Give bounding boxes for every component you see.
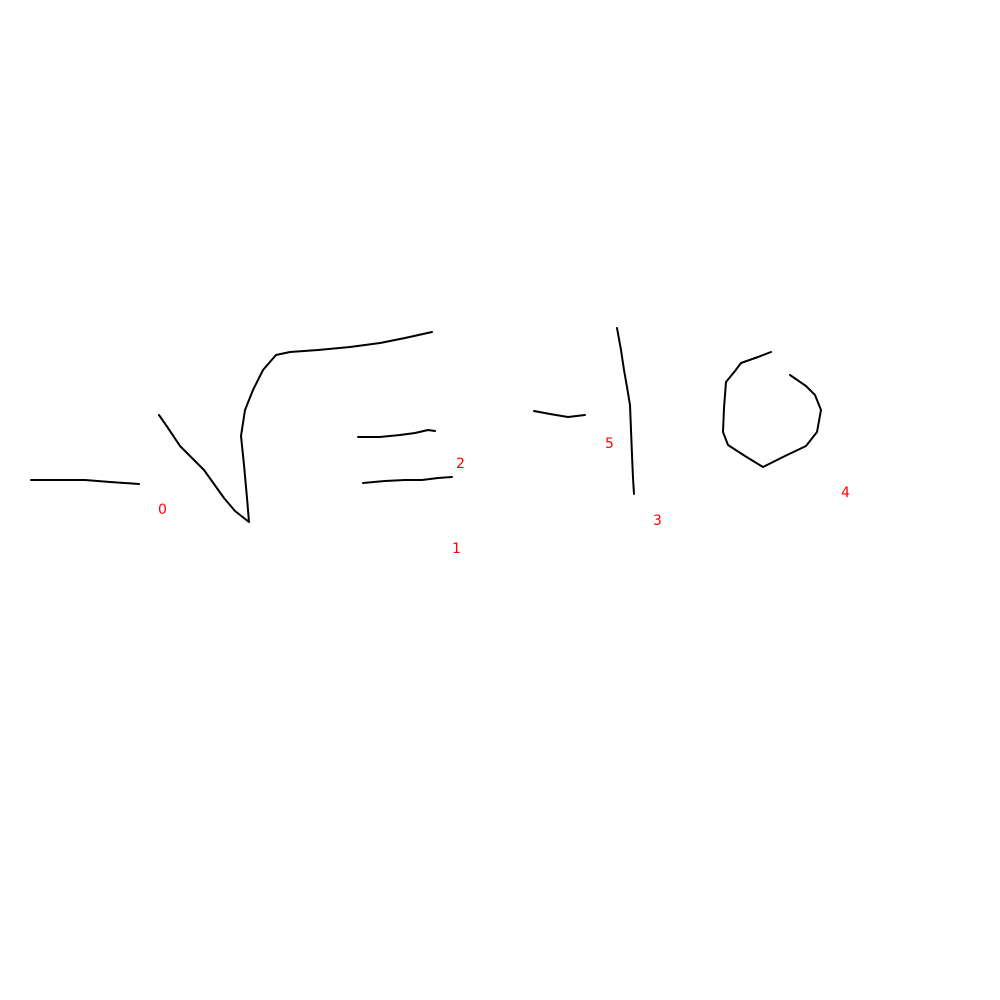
stroke-label-3: 3	[653, 513, 662, 529]
stroke-label-0: 0	[158, 502, 167, 518]
stroke-label-5: 5	[605, 436, 614, 452]
stroke-label-1: 1	[452, 541, 461, 557]
stroke-label-2: 2	[456, 456, 465, 472]
stroke-label-4: 4	[841, 485, 850, 501]
